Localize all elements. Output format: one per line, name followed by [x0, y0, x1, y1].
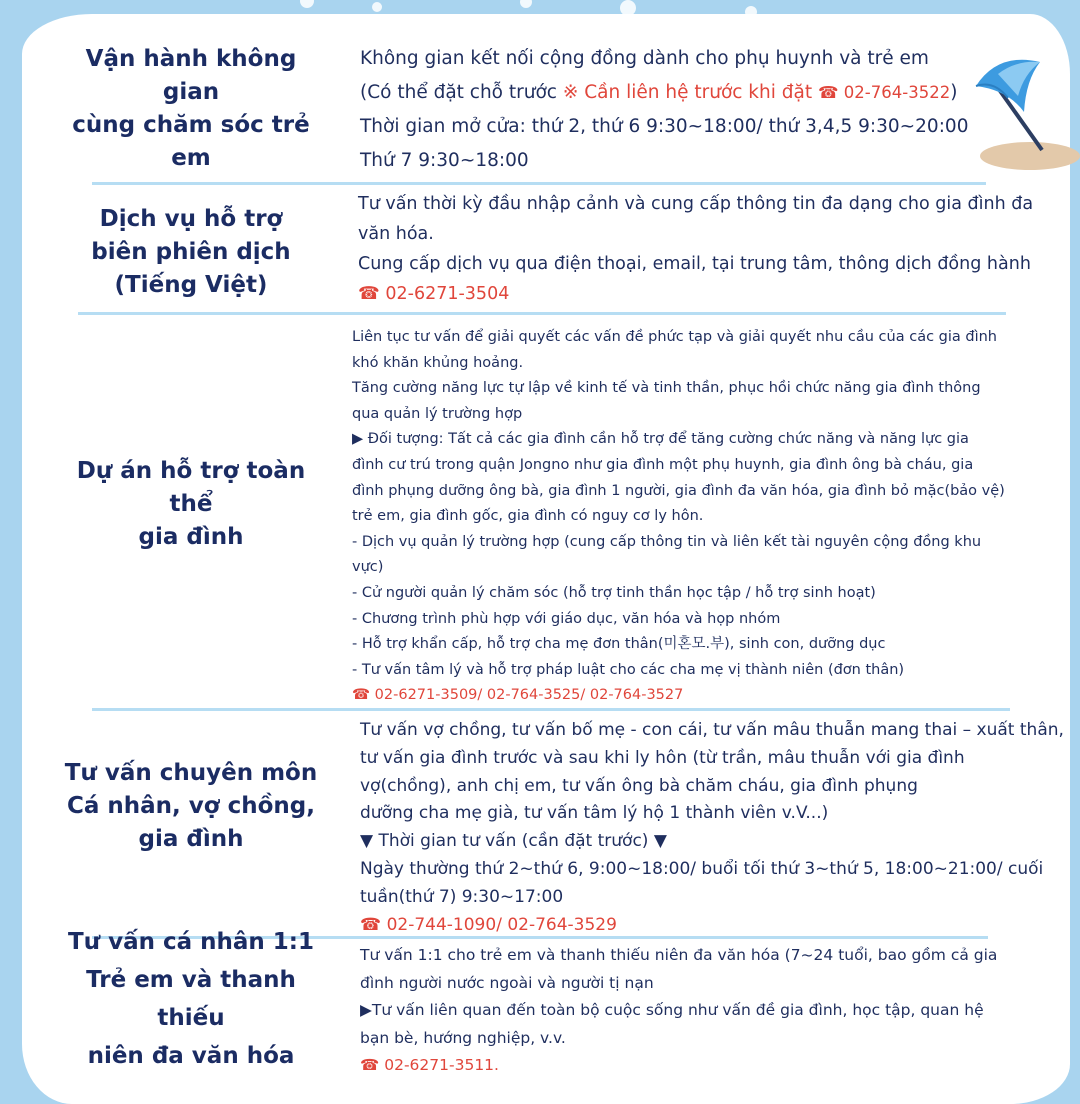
section-body [352, 325, 1005, 709]
body-line: Ngày thường thứ 2~thứ 6, 9:00~18:00/ buổi tối thứ 3~thứ 5, 18:00~21:00/ cuối [360, 858, 1044, 879]
section-body [358, 189, 1033, 309]
title-line: Dịch vụ hỗ trợ [99, 205, 283, 232]
warning-note: ※ Cần liên hệ trước khi đặt [562, 82, 813, 103]
phone-number[interactable]: ☎ 02-6271-3504 [358, 284, 510, 304]
body-line [360, 76, 968, 110]
title-line: Dự án hỗ trợ toàn thể [76, 457, 306, 517]
phone-number[interactable]: ☎ 02-6271-3509/ 02-764-3525/ 02-764-3527 [352, 687, 684, 704]
body-line: Tư vấn thời kỳ đầu nhập cảnh và cung cấp thông tin đa dạng cho gia đình đa [358, 194, 1034, 214]
body-line: Liên tục tư vấn để giải quyết các vấn đề phức tạp và giải quyết nhu cầu của các gia đình [352, 329, 997, 345]
body-line: đình người nước ngoài và người tị nạn [360, 973, 654, 992]
body-line: Tư vấn 1:1 cho trẻ em và thanh thiếu niên đa văn hóa (7~24 tuổi, bao gồm cả gia [360, 946, 998, 964]
body-line: Tăng cường năng lực tự lập về kinh tế và tinh thần, phục hồi chức năng gia đình thông [352, 380, 981, 397]
title-line: Vận hành không gian [85, 46, 297, 105]
title-line: Tư vấn cá nhân 1:1 [68, 929, 314, 955]
title-line: niên đa văn hóa [87, 1043, 295, 1069]
body-line: - Tư vấn tâm lý và hỗ trợ pháp luật cho các cha mẹ vị thành niên (đơn thân) [352, 661, 905, 678]
body-line: đình phụng dưỡng ông bà, gia đình 1 người, gia đình đa văn hóa, gia đình bỏ mặc(bảo vệ) [352, 482, 1005, 499]
decor-bubble [372, 2, 382, 12]
title-line: gia đình [138, 523, 244, 550]
section-title [60, 929, 322, 1069]
body-line: - Hỗ trợ khẩn cấp, hỗ trợ cha mẹ đơn thân(미혼모.부), sinh con, dưỡng dục [352, 636, 886, 653]
decor-bubble [300, 0, 314, 8]
body-line: - Dịch vụ quản lý trường hợp (cung cấp thông tin và liên kết tài nguyên cộng đồng khu [352, 533, 982, 550]
section-body [360, 717, 1064, 939]
body-line: ▼ Thời gian tư vấn (cần đặt trước) ▼ [360, 831, 667, 852]
section-title [60, 202, 322, 302]
section-body [360, 42, 968, 178]
paren-close: ) [950, 82, 958, 103]
body-line: trẻ em, gia đình gốc, gia đình có nguy cơ ly hôn. [352, 508, 704, 525]
section-title [60, 756, 322, 856]
decor-bubble [520, 0, 532, 8]
phone-number[interactable]: ☎ 02-744-1090/ 02-764-3529 [360, 914, 617, 935]
title-line: gia đình [138, 825, 244, 852]
body-line: vực) [352, 559, 384, 576]
body-line: - Chương trình phù hợp với giáo dục, văn hóa và họp nhóm [352, 610, 781, 627]
body-line: qua quản lý trường hợp [352, 405, 523, 422]
body-line: - Cử người quản lý chăm sóc (hỗ trợ tinh thần học tập / hỗ trợ sinh hoạt) [352, 584, 876, 601]
body-line: Thứ 7 9:30~18:00 [360, 150, 529, 171]
separator [78, 312, 1006, 315]
reservation-note: (Có thể đặt chỗ trước [360, 82, 557, 103]
body-line: văn hóa. [358, 224, 434, 244]
body-line: Cung cấp dịch vụ qua điện thoại, email, tại trung tâm, thông dịch đồng hành [358, 254, 1031, 274]
phone-number[interactable]: ☎ 02-764-3522 [818, 83, 951, 102]
separator [92, 182, 986, 185]
separator [92, 708, 1010, 711]
body-line: ▶ Đối tượng: Tất cả các gia đình cần hỗ trợ để tăng cường chức năng và năng lực gia [352, 431, 969, 448]
title-line: Cá nhân, vợ chồng, [67, 792, 315, 819]
body-line: Tư vấn vợ chồng, tư vấn bố mẹ - con cái, tư vấn mâu thuẫn mang thai – xuất thân, [360, 720, 1064, 740]
body-line: tư vấn gia đình trước và sau khi ly hôn (từ trần, mâu thuẫn với gia đình [360, 747, 965, 768]
body-line: dưỡng cha mẹ già, tư vấn tâm lý hộ 1 thành viên v.V...) [360, 803, 829, 824]
section-title [60, 457, 322, 550]
body-line: đình cư trú trong quận Jongno như gia đình một phụ huynh, gia đình ông bà cháu, gia [352, 456, 974, 473]
body-line: tuần(thứ 7) 9:30~17:00 [360, 886, 564, 907]
body-line: Không gian kết nối cộng đồng dành cho phụ huynh và trẻ em [360, 48, 929, 69]
title-line: Trẻ em và thanh thiếu [86, 967, 296, 1031]
title-line: Tư vấn chuyên môn [64, 759, 318, 786]
body-line: khó khăn khủng hoảng. [352, 354, 524, 371]
body-line: Thời gian mở cửa: thứ 2, thứ 6 9:30~18:00/ thứ 3,4,5 9:30~20:00 [360, 116, 969, 137]
body-line: ▶Tư vấn liên quan đến toàn bộ cuộc sống như vấn đề gia đình, học tập, quan hệ [360, 1001, 984, 1019]
section-title [60, 46, 322, 171]
beach-umbrella-icon [968, 50, 1080, 174]
section-body [360, 942, 997, 1080]
body-line: vợ(chồng), anh chị em, tư vấn ông bà chăm cháu, gia đình phụng [360, 775, 918, 796]
title-line: (Tiếng Việt) [114, 271, 268, 298]
title-line: cùng chăm sóc trẻ em [72, 112, 310, 171]
body-line: bạn bè, hướng nghiệp, v.v. [360, 1028, 566, 1047]
title-line: biên phiên dịch [91, 238, 291, 265]
phone-number[interactable]: ☎ 02-6271-3511. [360, 1056, 499, 1074]
